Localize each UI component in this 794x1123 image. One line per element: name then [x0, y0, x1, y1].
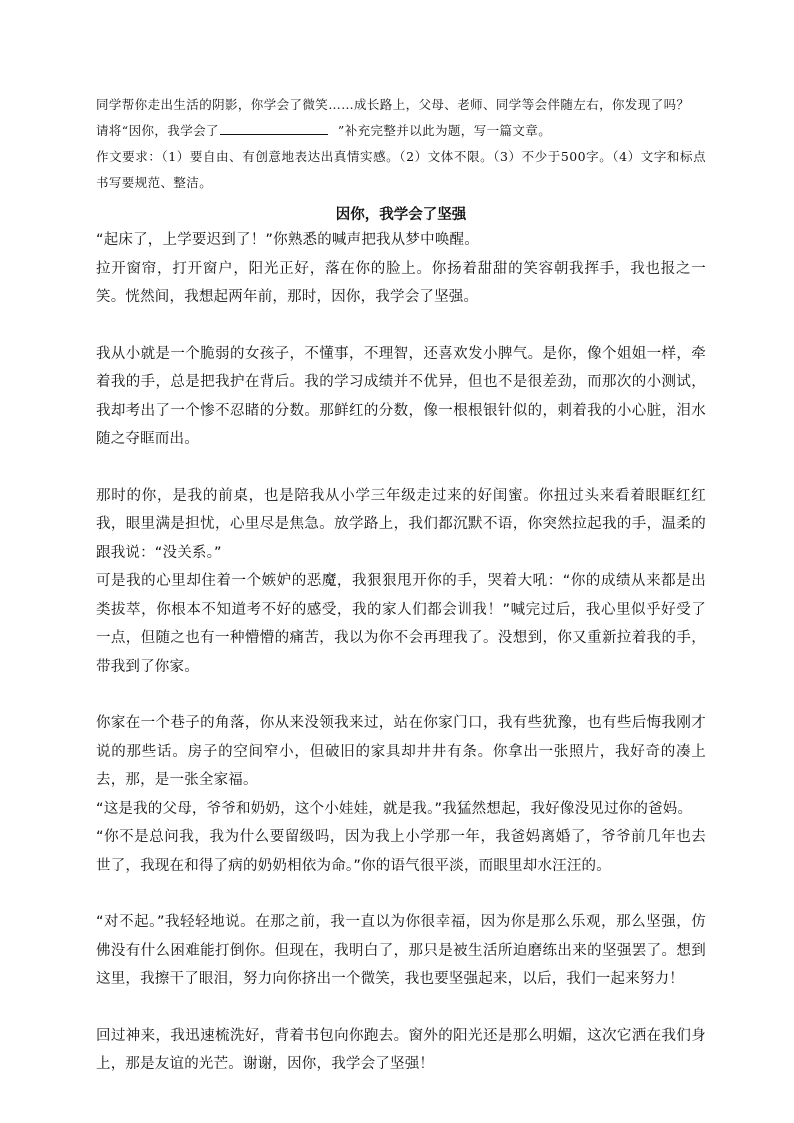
essay-paragraph: “你不是总问我，我为什么要留级吗，因为我上小学那一年，我爸妈离婚了，爷爷前几年也去世了，我现在和得了病的奶奶相依为命。”你的语气很平淡，而眼里却水汪汪的。 [96, 829, 706, 874]
essay-paragraph: “对不起。”我轻轻地说。在那之前，我一直以为你很幸福，因为你是那么乐观，那么坚强，仿佛没有什么困难能打倒你。但现在，我明白了，那只是被生活所迫磨练出来的坚强罢了。想到这里，我擦干了眼泪，努力向你挤出一个微笑，我也要坚强起来，以后，我们一起来努力！ [96, 914, 706, 987]
essay-paragraph: 拉开窗帘，打开窗户，阳光正好，落在你的脸上。你扬着甜甜的笑容朝我挥手，我也报之一笑。恍然间，我想起两年前，那时，因你，我学会了坚强。 [96, 260, 706, 305]
essay-paragraph: 可是我的心里却住着一个嫉妒的恶魔，我狠狠甩开你的手，哭着大吼：“你的成绩从来都是出类拔萃，你根本不知道考不好的感受，我的家人们都会训我！”喊完过后，我心里似乎好受了一点，但随之也有一种懵懵的痛苦，我以为你不会再理我了。没想到，你又重新拉着我的手，带我到了你家。 [96, 573, 706, 675]
essay-paragraph: “这是我的父母，爷爷和奶奶，这个小娃娃，就是我。”我猛然想起，我好像没见过你的爸妈。 [96, 800, 693, 817]
essay-paragraph: 那时的你，是我的前桌，也是陪我从小学三年级走过来的好闺蜜。你扭过头来看着眼眶红红我，眼里满是担忧，心里尽是焦急。放学路上，我们都沉默不语，你突然拉起我的手，温柔的跟我说：“没关系。” [96, 487, 706, 561]
essay-paragraph: 我从小就是一个脆弱的女孩子，不懂事，不理智，还喜欢发小脾气。是你，像个姐姐一样，牵着我的手，总是把我护在背后。我的学习成绩并不优异，但也不是很差劲，而那次的小测试，我却考出了一个惨不忍睹的分数。那鲜红的分数，像一根根银针似的，刺着我的小心脏，泪水随之夺眶而出。 [96, 345, 706, 447]
essay-body [96, 226, 706, 1079]
document-page [96, 92, 706, 1079]
writing-prompt [96, 92, 706, 196]
prompt-requirements: 作文要求：（1）要自由、有创意地表达出真情实感。（2）文体不限。（3）不少于500字。（4）文字和标点书写要规范、整洁。 [96, 149, 706, 190]
essay-title: 因你，我学会了坚强 [335, 207, 467, 223]
essay-paragraph: 回过神来，我迅速梳洗好，背着书包向你跑去。窗外的阳光还是那么明媚，这次它洒在我们身上，那是友谊的光芒。谢谢，因你，我学会了坚强！ [96, 1027, 706, 1072]
prompt-intro: 同学帮你走出生活的阴影，你学会了微笑……成长路上，父母、老师、同学等会伴随左右，你发现了吗？ [96, 97, 690, 112]
instruction-text-before: 请将“因你，我学会了 [96, 123, 219, 138]
essay-paragraph: 你家在一个巷子的角落，你从来没领我来过，站在你家门口，我有些犹豫，也有些后悔我刚才说的那些话。房子的空间窄小，但破旧的家具却井井有条。你拿出一张照片，我好奇的凑上去，那，是一张全家福。 [96, 715, 706, 788]
prompt-instruction [96, 118, 706, 144]
essay-paragraph: “起床了，上学要迟到了！”你熟悉的喊声把我从梦中唤醒。 [96, 232, 479, 248]
title-blank [220, 121, 328, 135]
instruction-text-after: ”补充完整并以此为题，写一篇文章。 [337, 123, 552, 138]
